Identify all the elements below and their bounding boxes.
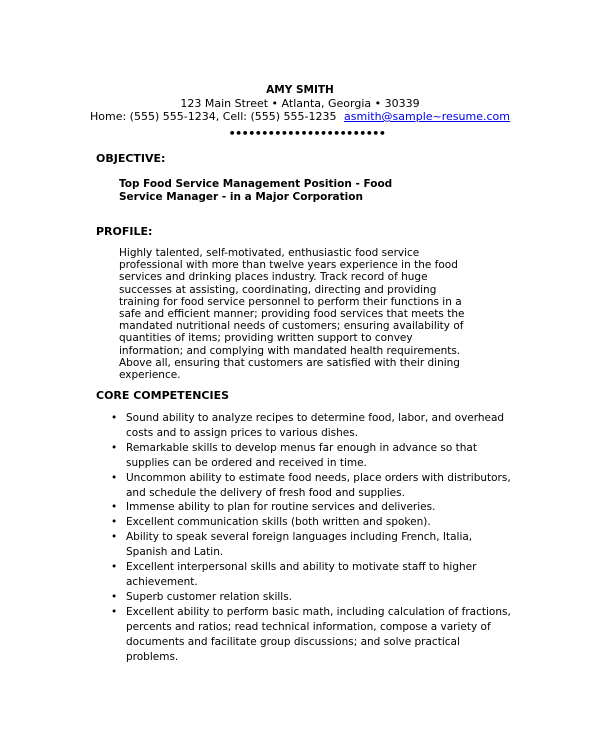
- objective-text: Top Food Service Management Position - Food Service Manager - in a Major Corporation: [119, 178, 393, 203]
- list-item: • Ability to speak several foreign languages including French, Italia, Spanish and Latin.: [111, 530, 511, 560]
- list-item: • Excellent interpersonal skills and ability to motivate staff to higher achievement.: [111, 560, 511, 590]
- list-item: • Excellent ability to perform basic math, including calculation of fractions, percents and ratios; read technical information, compose a variety of documents and facilitate group discussions; and solve practical problems.: [111, 605, 511, 665]
- competencies-heading: CORE COMPETENCIES: [96, 389, 230, 402]
- resume-header: [0, 84, 600, 140]
- phone-line: Home: (555) 555-1234, Cell: (555) 555-1235: [90, 110, 337, 123]
- profile-text: Highly talented, self-motivated, enthusiastic food service professional with more than twelve years experience in the food services and drinking places industry. Track record of huge successes at assisting, coordinating, directing and providing training for food service personnel to perform their functions in a safe and efficient manner; providing food services that meets the mandated nutritional needs of customers; ensuring availability of quantities of items; providing written support to convey information; and complying with mandated health requirements. Above all, ensuring that customers are satisfied with their dining experience.: [119, 247, 465, 382]
- list-item: • Excellent communication skills (both written and spoken).: [111, 515, 511, 530]
- email-link[interactable]: asmith@sample~resume.com: [344, 110, 510, 123]
- address-line: 123 Main Street • Atlanta, Georgia • 30339: [180, 97, 420, 110]
- list-item: • Sound ability to analyze recipes to determine food, labor, and overhead costs and to assign prices to various dishes.: [111, 411, 511, 441]
- candidate-name: AMY SMITH: [266, 84, 334, 96]
- divider-bullets: ••••••••••••••••••••••••: [228, 127, 386, 140]
- list-item: • Remarkable skills to develop menus far enough in advance so that supplies can be ordered and received in time.: [111, 441, 511, 471]
- list-item: • Superb customer relation skills.: [111, 590, 511, 605]
- list-item: • Uncommon ability to estimate food needs, place orders with distributors, and schedule the delivery of fresh food and supplies.: [111, 471, 511, 501]
- list-item: • Immense ability to plan for routine services and deliveries.: [111, 500, 511, 515]
- competencies-list: [111, 411, 511, 664]
- objective-heading: OBJECTIVE:: [96, 152, 166, 165]
- contact-line: [0, 110, 600, 123]
- profile-heading: PROFILE:: [96, 225, 153, 238]
